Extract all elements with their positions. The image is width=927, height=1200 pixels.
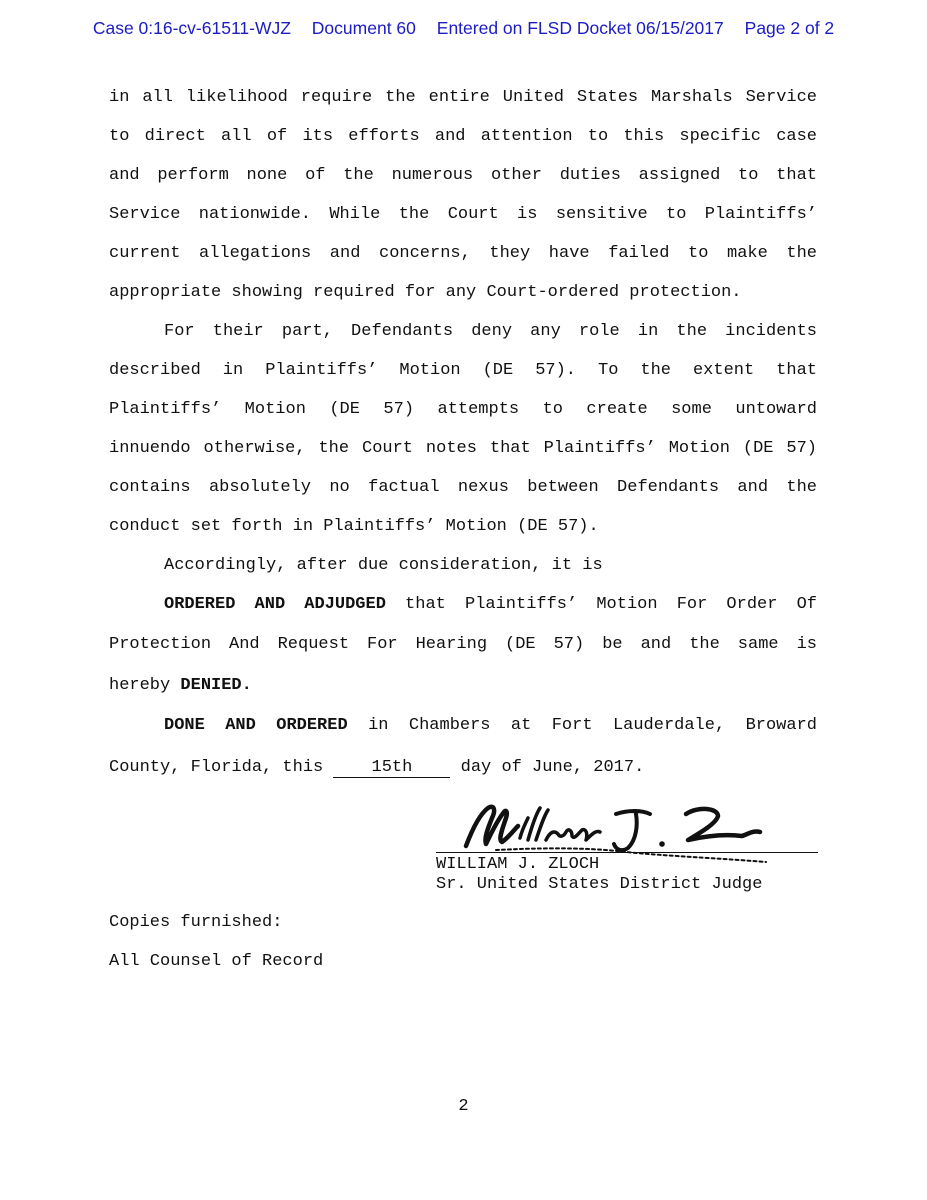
body-line: current allegations and concerns, they have failed to make the	[109, 244, 817, 263]
body-line: Plaintiffs’ Motion (DE 57) attempts to create some untoward	[109, 400, 817, 419]
page-count: Page 2 of 2	[744, 18, 835, 38]
ordered-adjudged-heading: ORDERED AND ADJUDGED	[164, 595, 386, 614]
body-line: conduct set forth in Plaintiffs’ Motion (DE 57).	[109, 517, 599, 536]
denied-text: DENIED.	[180, 676, 252, 695]
copies-label: Copies furnished:	[109, 913, 283, 932]
order-line	[109, 676, 252, 696]
judge-title: Sr. United States District Judge	[436, 875, 763, 894]
body-line: appropriate showing required for any Court-ordered protection.	[109, 283, 742, 302]
entered-date: Entered on FLSD Docket 06/15/2017	[436, 18, 724, 38]
order-text: that Plaintiffs’ Motion For Order Of	[385, 595, 817, 614]
body-line: and perform none of the numerous other duties assigned to that	[109, 166, 817, 185]
order-line	[164, 595, 817, 615]
done-text: in Chambers at Fort Lauderdale, Broward	[347, 716, 817, 735]
done-ordered-heading: DONE AND ORDERED	[164, 716, 348, 735]
done-line	[164, 716, 817, 736]
body-line: in all likelihood require the entire United States Marshals Service	[109, 88, 817, 107]
body-line: Accordingly, after due consideration, it is	[164, 556, 603, 575]
body-line: contains absolutely no factual nexus between Defendants and the	[109, 478, 817, 497]
day-blank: 15th	[333, 759, 450, 778]
case-number: Case 0:16-cv-61511-WJZ	[92, 18, 291, 38]
body-line: described in Plaintiffs’ Motion (DE 57). To the extent that	[109, 361, 817, 380]
docket-stamp	[0, 18, 927, 39]
body-line: to direct all of its efforts and attention to this specific case	[109, 127, 817, 146]
body-line: Service nationwide. While the Court is sensitive to Plaintiffs’	[109, 205, 817, 224]
document-number: Document 60	[311, 18, 416, 38]
done-text: County, Florida, this	[109, 758, 334, 777]
body-line: innuendo otherwise, the Court notes that Plaintiffs’ Motion (DE 57)	[109, 439, 817, 458]
body-line: For their part, Defendants deny any role in the incidents	[164, 322, 817, 341]
done-text: day of June, 2017.	[450, 758, 645, 777]
copies-recipients: All Counsel of Record	[109, 952, 324, 971]
judge-name: WILLIAM J. ZLOCH	[436, 855, 600, 874]
done-line	[109, 758, 644, 778]
signature-line	[436, 852, 818, 853]
order-text: hereby	[109, 676, 181, 695]
page-number: 2	[458, 1097, 469, 1116]
order-line: Protection And Request For Hearing (DE 57) be and the same is	[109, 635, 817, 654]
